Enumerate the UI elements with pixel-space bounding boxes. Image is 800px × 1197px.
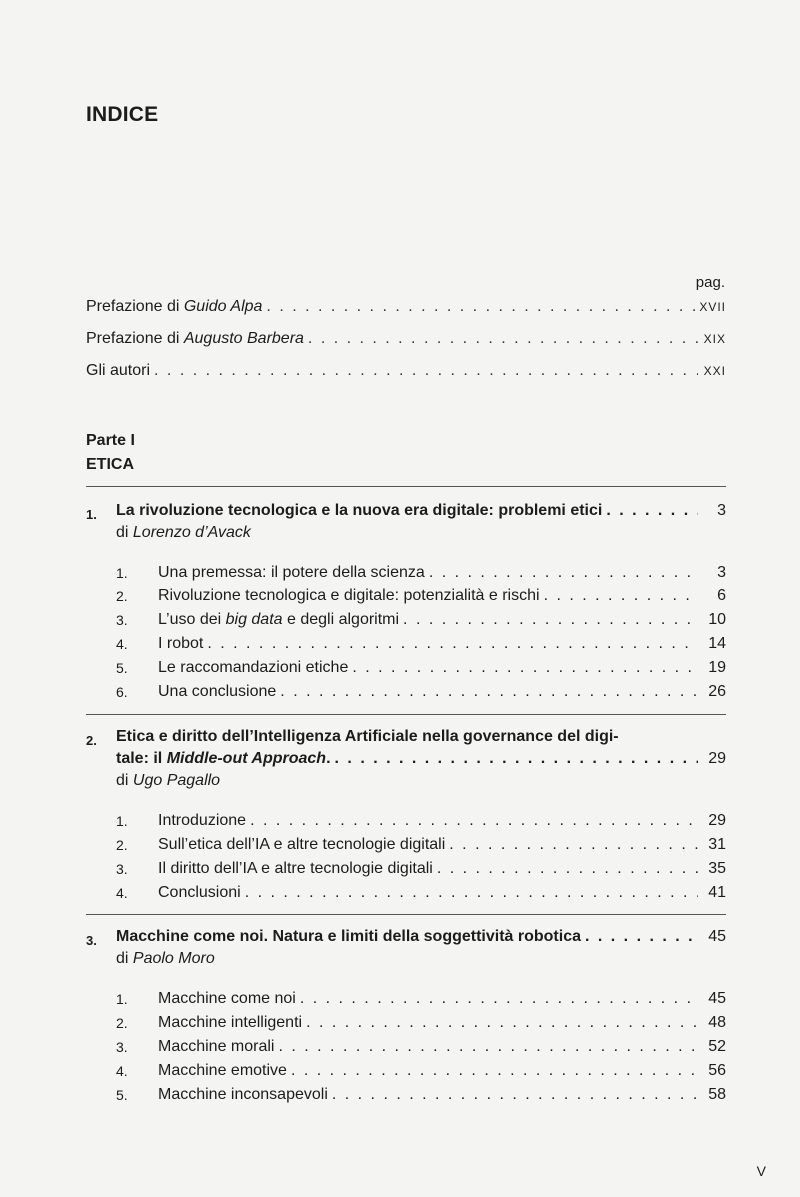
chapter-title-end: . <box>326 750 331 767</box>
toc-entry-front-3[interactable] <box>86 360 726 382</box>
section-page: 10 <box>708 611 726 628</box>
section-title: Conclusioni <box>158 884 241 901</box>
author-prefix: di <box>116 524 133 541</box>
chapter-page: 29 <box>708 750 726 767</box>
chapter-title-cont: tale: il <box>116 750 167 767</box>
part-title: ETICA <box>86 456 134 473</box>
leader-dots <box>403 609 698 631</box>
section-page: 41 <box>708 884 726 901</box>
chapter-author: Paolo Moro <box>132 950 215 967</box>
section-2-3[interactable] <box>116 858 726 880</box>
section-page: 45 <box>708 990 726 1007</box>
section-number: 1. <box>116 565 128 581</box>
section-3-3[interactable] <box>116 1036 726 1058</box>
section-2-1[interactable] <box>116 810 726 832</box>
leader-dots <box>332 1084 698 1106</box>
chapter-number: 3. <box>86 933 97 948</box>
section-title: I robot <box>158 635 204 652</box>
leader-dots <box>585 926 698 948</box>
section-number: 2. <box>116 837 128 853</box>
leader-dots <box>278 1036 698 1058</box>
section-1-1[interactable] <box>116 562 726 584</box>
section-number: 3. <box>116 861 128 877</box>
section-page: 19 <box>708 659 726 676</box>
leader-dots <box>352 657 698 679</box>
section-title: Sull’etica dell’IA e altre tecnologie digitali <box>158 836 446 853</box>
section-1-3[interactable] <box>116 609 726 631</box>
section-title: Il diritto dell’IA e altre tecnologie digitali <box>158 860 433 877</box>
section-title: Le raccomandazioni etiche <box>158 659 349 676</box>
page-heading: INDICE <box>86 103 159 126</box>
section-page: 29 <box>708 812 726 829</box>
section-title: Introduzione <box>158 812 247 829</box>
leader-dots <box>280 681 698 703</box>
section-title: Macchine morali <box>158 1038 275 1055</box>
section-title: Macchine inconsapevoli <box>158 1086 328 1103</box>
leader-dots <box>335 748 698 770</box>
section-page: 35 <box>708 860 726 877</box>
chapter-page: 3 <box>717 502 726 519</box>
entry-prefix: Prefazione di <box>86 330 184 347</box>
leader-dots <box>544 585 698 607</box>
section-page: 52 <box>708 1038 726 1055</box>
toc-entry-front-2[interactable] <box>86 328 726 350</box>
section-3-5[interactable] <box>116 1084 726 1106</box>
section-number: 6. <box>116 684 128 700</box>
section-page: 14 <box>708 635 726 652</box>
chapter-divider <box>86 914 726 915</box>
section-number: 4. <box>116 885 128 901</box>
leader-dots <box>207 633 698 655</box>
leader-dots <box>154 360 698 382</box>
chapter-title: La rivoluzione tecnologica e la nuova era digitale: problemi etici <box>116 502 603 519</box>
page-column-label: pag. <box>695 274 725 291</box>
entry-page: XIX <box>703 332 726 346</box>
section-title-end: e degli algoritmi <box>282 611 400 628</box>
leader-dots <box>300 988 698 1010</box>
section-number: 5. <box>116 660 128 676</box>
entry-title: Gli autori <box>86 362 151 379</box>
section-page: 6 <box>717 587 726 604</box>
section-number: 2. <box>116 588 128 604</box>
chapter-number: 2. <box>86 733 97 748</box>
section-title-italic: big data <box>225 611 283 628</box>
section-title: Macchine come noi <box>158 990 296 1007</box>
leader-dots <box>606 500 698 522</box>
section-2-2[interactable] <box>116 834 726 856</box>
chapter-1[interactable] <box>86 500 726 544</box>
section-number: 3. <box>116 612 128 628</box>
chapter-title-italic: Middle-out Approach <box>166 750 327 767</box>
author-prefix: di <box>116 772 133 789</box>
leader-dots <box>308 328 698 350</box>
leader-dots <box>245 882 698 904</box>
section-page: 48 <box>708 1014 726 1031</box>
chapter-author: Lorenzo d’Avack <box>132 524 251 541</box>
section-page: 56 <box>708 1062 726 1079</box>
leader-dots <box>449 834 698 856</box>
chapter-title: Etica e diritto dell’Intelligenza Artificiale nella governance del digi- <box>116 728 619 745</box>
section-1-4[interactable] <box>116 633 726 655</box>
section-number: 3. <box>116 1039 128 1055</box>
page-number: V <box>756 1163 766 1179</box>
section-3-1[interactable] <box>116 988 726 1010</box>
entry-page: XVII <box>699 300 726 314</box>
section-page: 26 <box>708 683 726 700</box>
section-2-4[interactable] <box>116 882 726 904</box>
section-1-6[interactable] <box>116 681 726 703</box>
chapter-author: Ugo Pagallo <box>132 772 221 789</box>
leader-dots <box>306 1012 698 1034</box>
leader-dots <box>266 296 695 318</box>
chapter-page: 45 <box>708 928 726 945</box>
section-title: Macchine emotive <box>158 1062 287 1079</box>
entry-author: Augusto Barbera <box>183 330 304 347</box>
leader-dots <box>437 858 698 880</box>
section-number: 2. <box>116 1015 128 1031</box>
section-1-2[interactable] <box>116 585 726 607</box>
entry-page: XXI <box>703 364 726 378</box>
chapter-divider <box>86 714 726 715</box>
section-1-5[interactable] <box>116 657 726 679</box>
entry-author: Guido Alpa <box>183 298 263 315</box>
section-3-2[interactable] <box>116 1012 726 1034</box>
section-title: Rivoluzione tecnologica e digitale: potenzialità e rischi <box>158 587 540 604</box>
section-page: 31 <box>708 836 726 853</box>
section-number: 1. <box>116 813 128 829</box>
section-page: 58 <box>708 1086 726 1103</box>
section-title: Una premessa: il potere della scienza <box>158 564 425 581</box>
section-number: 4. <box>116 636 128 652</box>
leader-dots <box>291 1060 698 1082</box>
section-title: L’uso dei <box>158 611 226 628</box>
chapter-title: Macchine come noi. Natura e limiti della soggettività robotica <box>116 928 581 945</box>
leader-dots <box>250 810 698 832</box>
section-title: Macchine intelligenti <box>158 1014 303 1031</box>
chapter-2[interactable] <box>86 726 726 792</box>
section-number: 5. <box>116 1087 128 1103</box>
leader-dots <box>429 562 698 584</box>
section-number: 4. <box>116 1063 128 1079</box>
part-divider <box>86 486 726 487</box>
section-number: 1. <box>116 991 128 1007</box>
toc-entry-front-1[interactable] <box>86 296 726 318</box>
section-title: Una conclusione <box>158 683 277 700</box>
part-label: Parte I <box>86 432 135 449</box>
section-page: 3 <box>717 564 726 581</box>
chapter-3[interactable] <box>86 926 726 970</box>
chapter-number: 1. <box>86 507 97 522</box>
section-3-4[interactable] <box>116 1060 726 1082</box>
author-prefix: di <box>116 950 133 967</box>
entry-prefix: Prefazione di <box>86 298 184 315</box>
